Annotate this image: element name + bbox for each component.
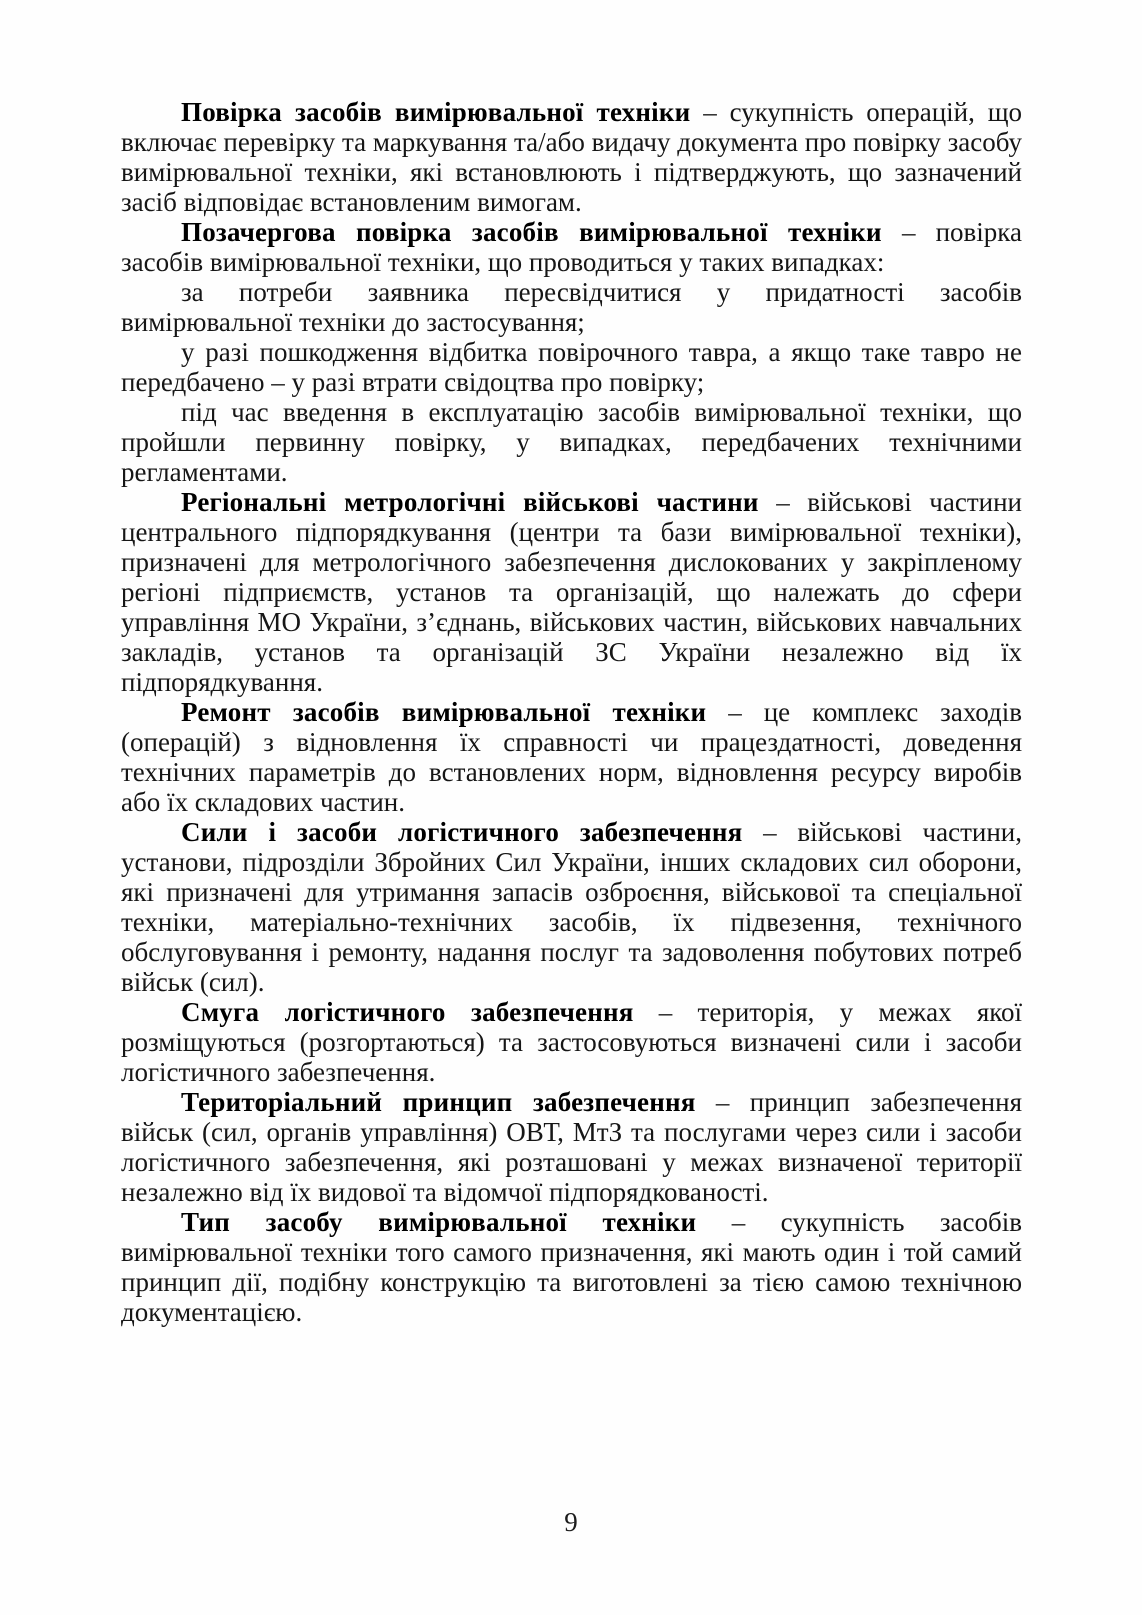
term-label: Повірка засобів вимірювальної техніки	[181, 97, 691, 127]
term-label: Тип засобу вимірювальної техніки	[181, 1207, 697, 1237]
definition-paragraph	[121, 217, 1022, 277]
definitions-text-block	[121, 97, 1022, 1327]
definition-text: – сукупність операцій, що включає перевірку та маркування та/або видачу документа про повірку засобу вимірювальної техніки, які встановлюють і підтверджують, що зазначений засіб відповідає встановленим вимогам.	[121, 97, 1022, 217]
definition-text: – територія, у межах якої розміщуються (розгортаються) та застосовуються визначені сили і засоби логістичного забезпечення.	[121, 997, 1022, 1087]
definition-paragraph	[121, 817, 1022, 997]
term-label: Регіональні метрологічні військові частини	[181, 487, 759, 517]
definition-list-item	[121, 397, 1022, 487]
term-label: Ремонт засобів вимірювальної техніки	[181, 697, 707, 727]
definition-paragraph	[121, 1207, 1022, 1327]
definition-text: – військові частини центрального підпорядкування (центри та бази вимірювальної техніки), призначені для метрологічного забезпечення дислокованих у закріпленому регіоні підприємств, установ та організацій, що належать до сфери управління МО України, з’єднань, військових частин, військових навчальних закладів, установ та організацій ЗС України незалежно від їх підпорядкування.	[121, 487, 1022, 697]
definition-text: у разі пошкодження відбитка повірочного тавра, а якщо таке тавро не передбачено – у разі втрати свідоцтва про повірку;	[121, 337, 1022, 397]
definition-paragraph	[121, 487, 1022, 697]
term-label: Смуга логістичного забезпечення	[181, 997, 634, 1027]
term-label: Позачергова повірка засобів вимірювальної техніки	[181, 217, 882, 247]
definition-text: – військові частини, установи, підрозділи Збройних Сил України, інших складових сил оборони, які призначені для утримання запасів озброєння, військової та спеціальної техніки, матеріально-технічних засобів, їх підвезення, технічного обслуговування і ремонту, надання послуг та задоволення побутових потреб військ (сил).	[121, 817, 1023, 997]
definition-paragraph	[121, 997, 1022, 1087]
definition-text: під час введення в експлуатацію засобів вимірювальної техніки, що пройшли первинну повірку, у випадках, передбачених технічними регламентами.	[121, 397, 1022, 487]
definition-text: – це комплекс заходів (операцій) з відновлення їх справності чи працездатності, доведення технічних параметрів до встановлених норм, відновлення ресурсу виробів або їх складових частин.	[121, 697, 1023, 817]
definition-text: – принцип забезпечення військ (сил, органів управління) ОВТ, МтЗ та послугами через сили і засоби логістичного забезпечення, які розташовані у межах визначеної території незалежно від їх видової та відомчої підпорядкованості.	[121, 1087, 1022, 1207]
definition-list-item	[121, 277, 1022, 337]
page-number: 9	[564, 1507, 578, 1537]
definition-list-item	[121, 337, 1022, 397]
definition-paragraph	[121, 97, 1022, 217]
definition-text: – повірка засобів вимірювальної техніки, що проводиться у таких випадках:	[121, 217, 1022, 277]
term-label: Сили і засоби логістичного забезпечення	[181, 817, 743, 847]
term-label: Територіальний принцип забезпечення	[181, 1087, 696, 1117]
definition-paragraph	[121, 1087, 1022, 1207]
definition-text: – сукупність засобів вимірювальної техніки того самого призначення, які мають один і той самий принцип дії, подібну конструкцію та виготовлені за тією самою технічною документацією.	[121, 1207, 1023, 1327]
definition-paragraph	[121, 697, 1022, 817]
definition-text: за потреби заявника пересвідчитися у придатності засобів вимірювальної техніки до застосування;	[121, 277, 1022, 337]
